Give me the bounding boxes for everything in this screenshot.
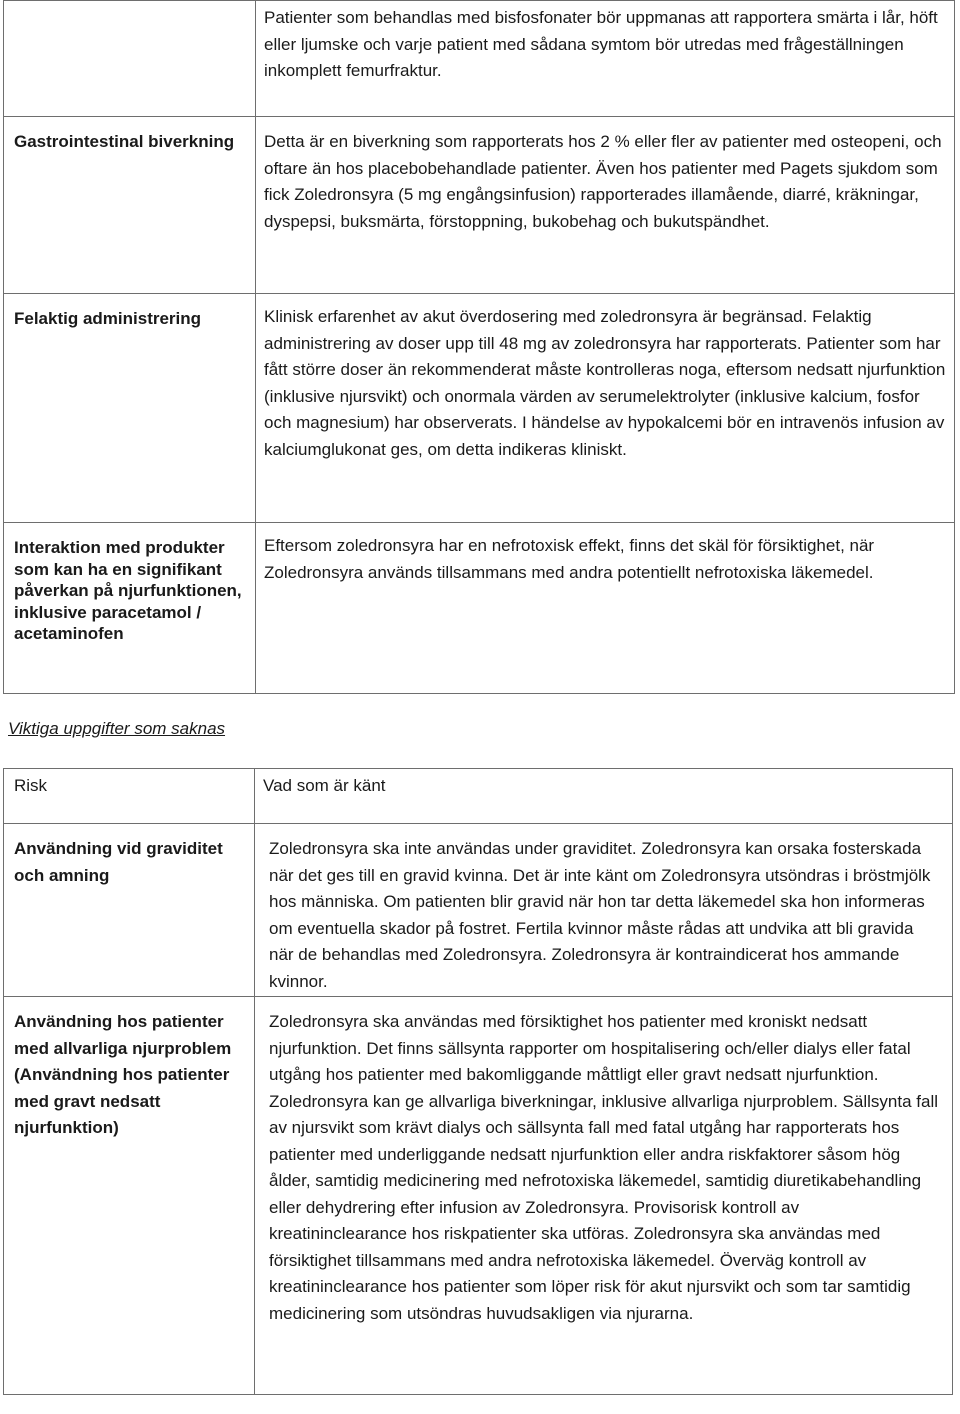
risk-cell: Interaktion med produkter som kan ha en signifikant påverkan på njurfunktionen, inklusive paracetamol / acetaminofen xyxy=(4,523,256,694)
risk-table xyxy=(3,0,955,694)
description-cell: Klinisk erfarenhet av akut överdosering med zoledronsyra är begränsad. Felaktig administrering av doser upp till 48 mg av zoledronsyra har rapporterats. Patienter som har fått större doser än rekommenderat måste kontrolleras noga, eftersom nedsatt njurfunktion (inklusive njursvikt) och onormala värden av serumelektrolyter (inklusive kalcium, fosfor och magnesium) har observerats. I händelse av hypokalcemi bör en intravenös infusion av kalciumglukonat ges, om detta indikeras kliniskt. xyxy=(256,294,955,523)
section-title: Viktiga uppgifter som saknas xyxy=(8,719,226,738)
description-cell: Patienter som behandlas med bisfosfonater bör uppmanas att rapportera smärta i lår, höft eller ljumske och varje patient med sådana symtom bör utredas med frågeställningen inkomplett femurfraktur. xyxy=(256,1,955,117)
description-cell: Detta är en biverkning som rapporterats hos 2 % eller fler av patienter med osteopeni, och oftare än hos placebobehandlade patienter. Även hos patienter med Pagets sjukdom som fick Zoledronsyra (5 mg engångsinfusion) rapporterades illamående, diarré, kräkningar, dyspepsi, buksmärta, förstoppning, bukobehag och bukutspändhet. xyxy=(256,117,955,294)
risk-cell: Felaktig administrering xyxy=(4,294,256,523)
table-row xyxy=(4,117,955,294)
table-row xyxy=(4,824,953,997)
header-risk: Risk xyxy=(4,769,255,824)
table-row xyxy=(4,523,955,694)
table-row xyxy=(4,1,955,117)
header-known: Vad som är känt xyxy=(255,769,953,824)
description-cell: Eftersom zoledronsyra har en nefrotoxisk effekt, finns det skäl för försiktighet, när Zoledronsyra används tillsammans med andra potentiellt nefrotoxiska läkemedel. xyxy=(256,523,955,694)
table-row xyxy=(4,294,955,523)
risk-cell: Gastrointestinal biverkning xyxy=(4,117,256,294)
table-row xyxy=(4,997,953,1395)
missing-info-table xyxy=(3,768,953,1395)
description-cell: Zoledronsyra ska användas med försiktighet hos patienter med kroniskt nedsatt njurfunktion. Det finns sällsynta rapporter om hospitalisering och/eller dialys eller fatal utgång hos patienter med bakomliggande måttligt eller gravt nedsatt njurfunktion. Zoledronsyra kan ge allvarliga biverkningar, inklusive allvarliga njurproblem. Sällsynta fall av njursvikt som krävt dialys och sällsynta fall med fatal utgång har rapporterats hos patienter med underliggande nedsatt njurfunktion eller andra riskfaktorer såsom hög ålder, samtidig medicinering med nefrotoxiska läkemedel, samtidig diuretikabehandling eller dehydrering efter infusion av Zoledronsyra. Provisorisk kontroll av kreatininclearance hos riskpatienter ska utföras. Zoledronsyra ska användas med försiktighet tillsammans med andra nefrotoxiska läkemedel. Överväg kontroll av kreatininclearance hos patienter som löper risk för akut njursvikt och som tar samtidig medicinering som utsöndras huvudsakligen via njurarna. xyxy=(255,997,953,1395)
risk-cell: Användning hos patienter med allvarliga njurproblem (Användning hos patienter med gravt nedsatt njurfunktion) xyxy=(4,997,255,1395)
description-cell: Zoledronsyra ska inte användas under graviditet. Zoledronsyra kan orsaka fosterskada när det ges till en gravid kvinna. Det är inte känt om Zoledronsyra utsöndras i bröstmjölk hos människa. Om patienten blir gravid när hon tar detta läkemedel ska hon informeras om eventuella skador på fostret. Fertila kvinnor måste rådas att undvika att bli gravida när de behandlas med Zoledronsyra. Zoledronsyra är kontraindicerat hos ammande kvinnor. xyxy=(255,824,953,997)
risk-cell xyxy=(4,1,256,117)
table-header-row xyxy=(4,769,953,824)
risk-cell: Användning vid graviditet och amning xyxy=(4,824,255,997)
